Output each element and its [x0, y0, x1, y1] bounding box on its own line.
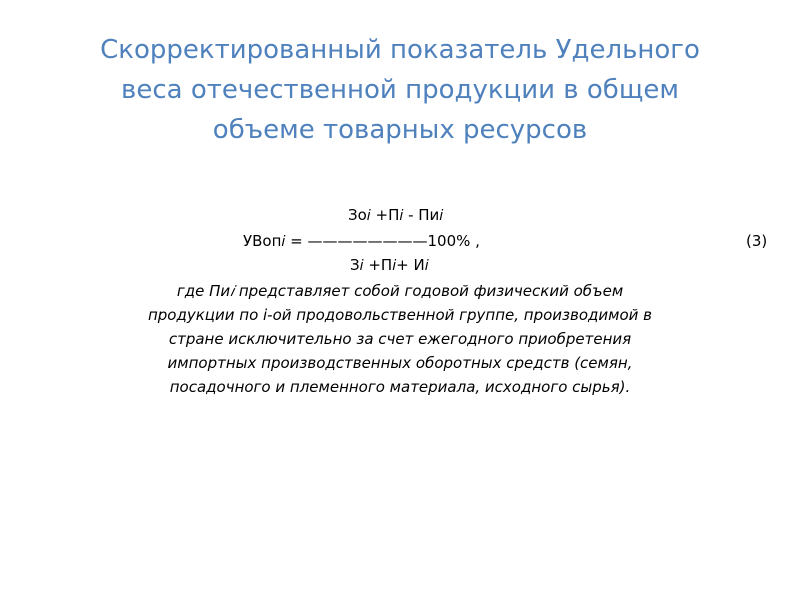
title-line-1: Скорректированный показатель Удельного	[100, 35, 700, 65]
equation-number: (3)	[746, 232, 768, 250]
formula-denominator: З𝑖 +П𝑖+ И𝑖	[350, 256, 429, 274]
description-line-5: посадочного и племенного материала, исходного сырья).	[169, 378, 631, 396]
title-line-2: веса отечественной продукции в общем	[121, 75, 679, 105]
title-line-3: объеме товарных ресурсов	[212, 115, 588, 145]
slide-title	[30, 30, 770, 150]
formula-description	[60, 279, 740, 399]
formula-numerator: Зо𝑖 +П𝑖 - Пи𝑖	[348, 206, 444, 224]
description-line-4: импортных производственных оборотных средств (семян,	[167, 354, 633, 372]
description-line-3: стране исключительно за счет ежегодного приобретения	[168, 330, 632, 348]
formula-main-line: УВоп𝑖 = ————————100% ,	[243, 232, 480, 250]
description-line-2: продукции по i-ой продовольственной группе, производимой в	[147, 306, 653, 324]
description-line-1: где Пи𝑖 представляет собой годовой физический объем	[176, 282, 624, 300]
